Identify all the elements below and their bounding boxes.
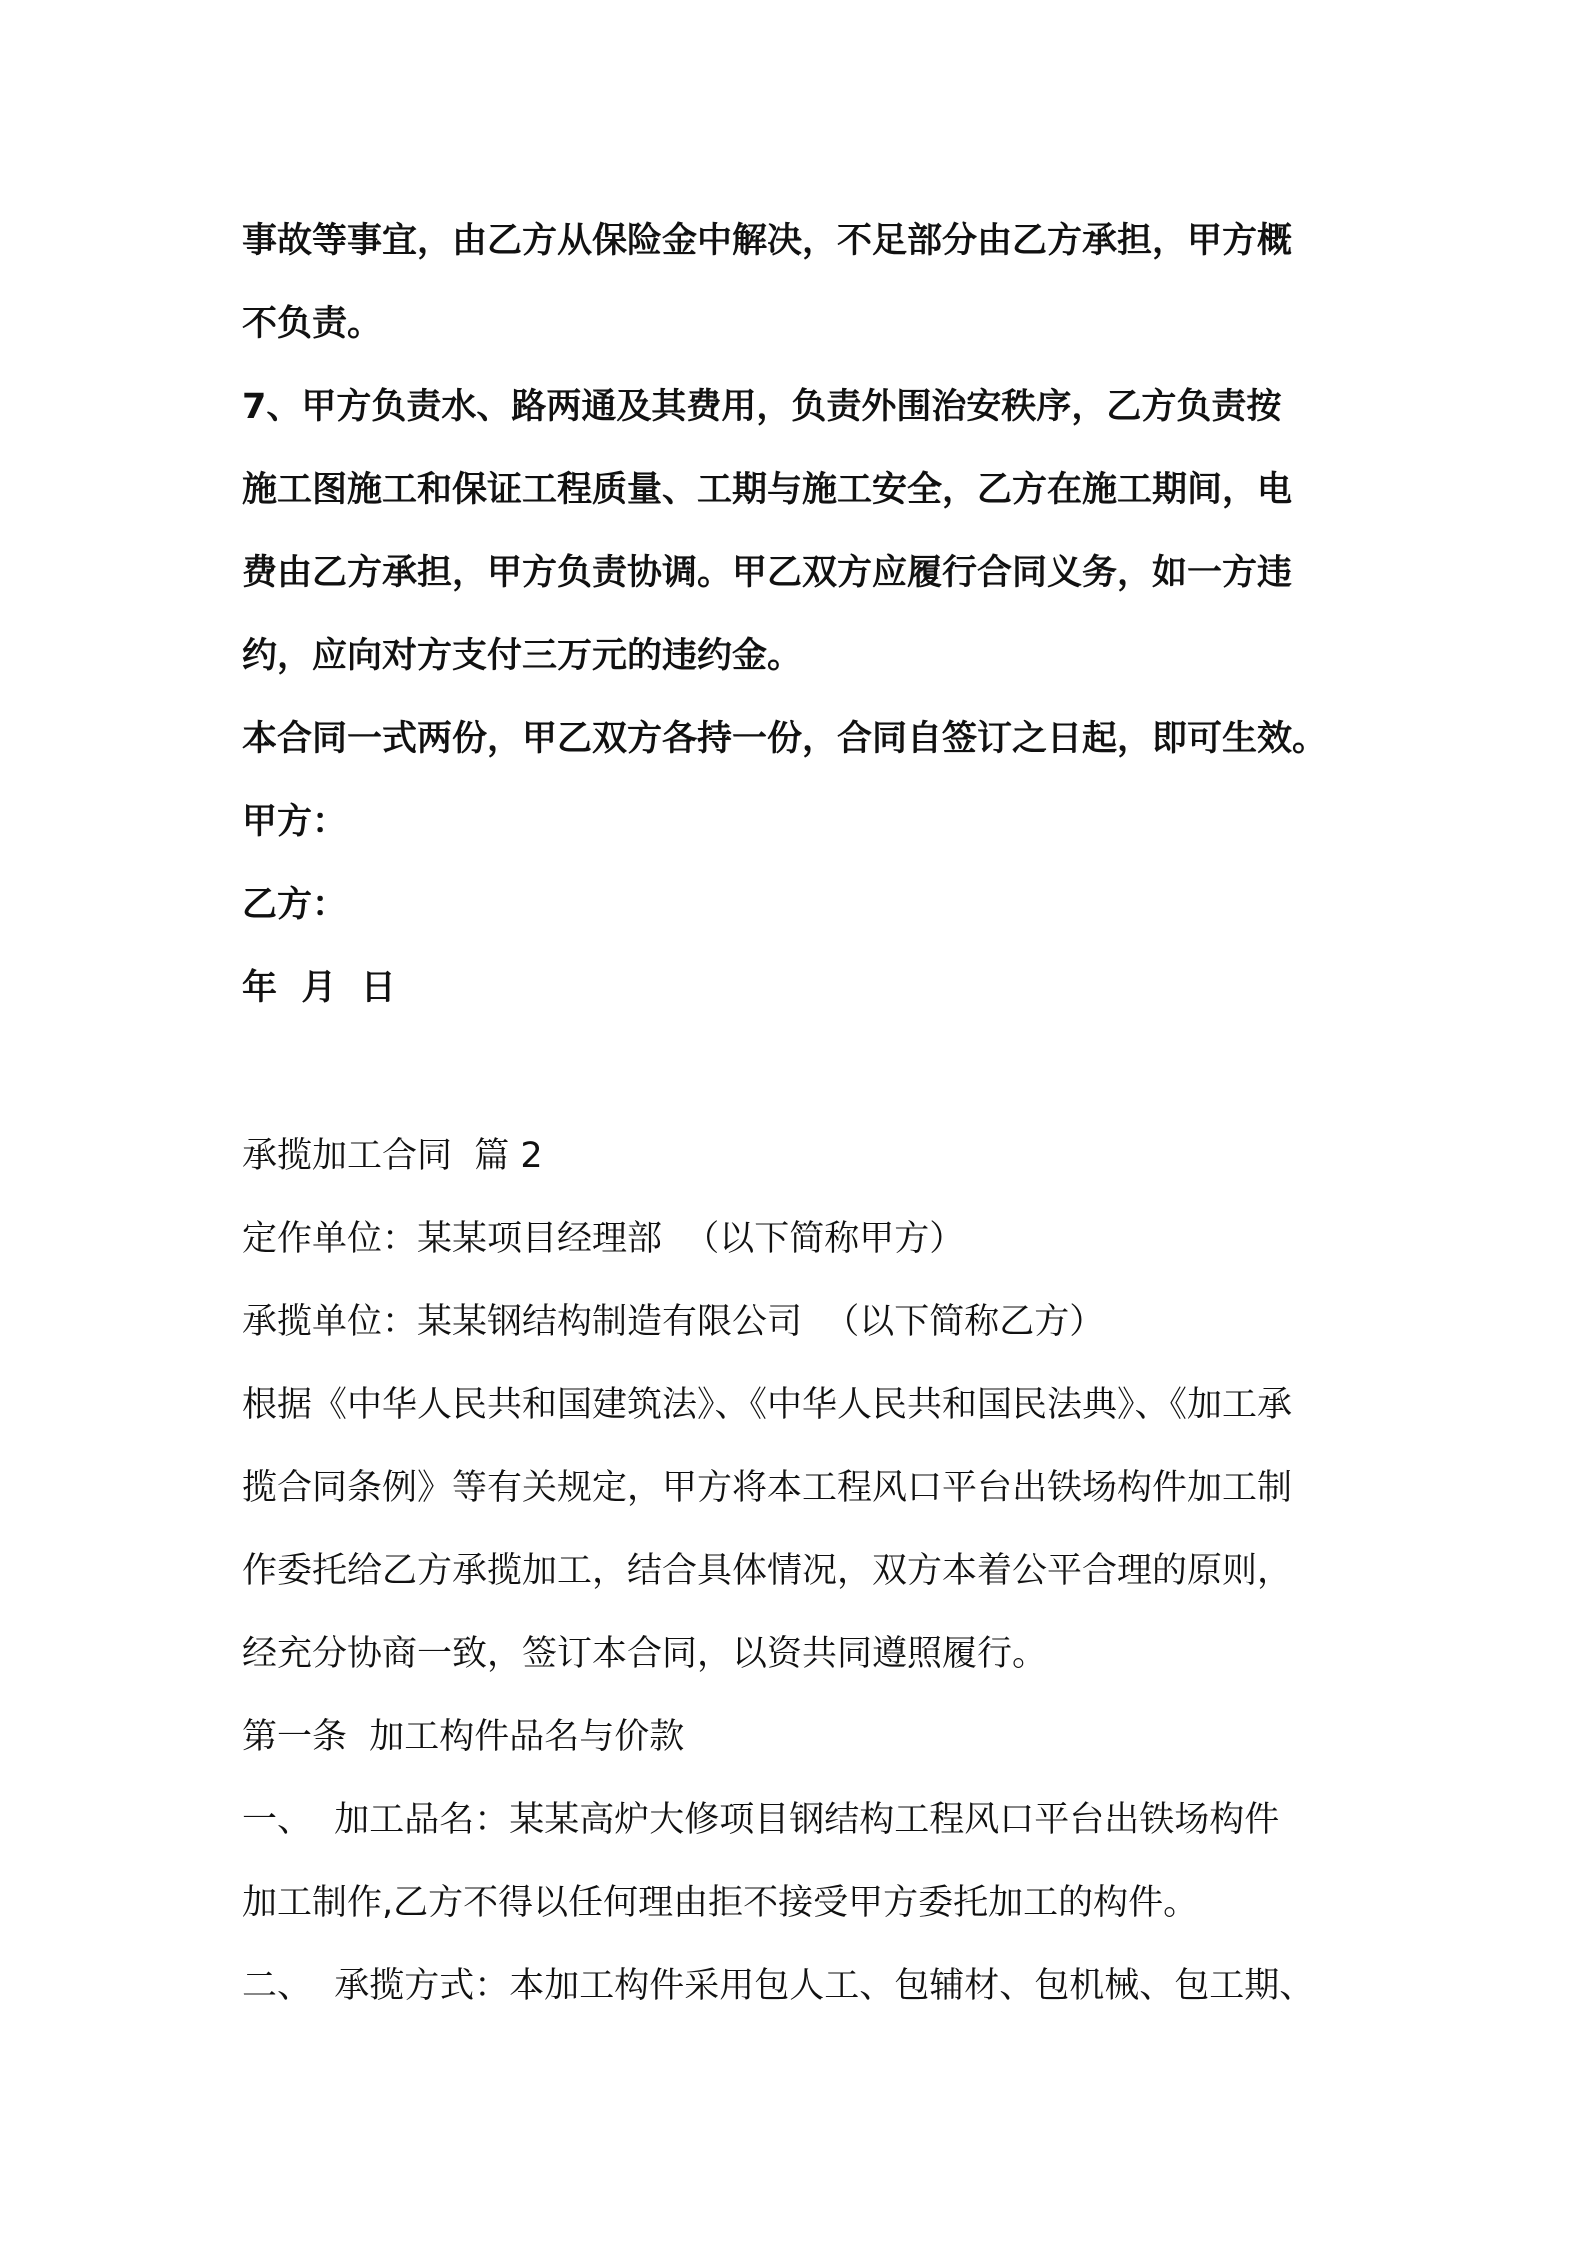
party-a-signature-label: 甲方：	[242, 802, 348, 842]
article-heading: 第一条 加工构件品名与价款	[242, 1717, 685, 1757]
text-line: 经充分协商一致，签订本合同，以资共同遵照履行。	[242, 1634, 1048, 1674]
date-label: 年 月 日	[242, 968, 396, 1008]
text-line: 约，应向对方支付三万元的违约金。	[242, 636, 803, 676]
spacer	[242, 1030, 1362, 1115]
text-line: 费由乙方承担，甲方负责协调。甲乙双方应履行合同义务，如一方违	[242, 553, 1293, 593]
text-line: 二、 承揽方式：本加工构件采用包人工、包辅材、包机械、包工期、	[242, 1966, 1315, 2006]
text-line: 7、甲方负责水、路两通及其费用，负责外围治安秩序，乙方负责按	[242, 387, 1282, 427]
text-line: 事故等事宜，由乙方从保险金中解决，不足部分由乙方承担，甲方概	[242, 221, 1293, 261]
text-line: 根据《中华人民共和国建筑法》、《中华人民共和国民法典》、《加工承	[242, 1385, 1293, 1425]
text-line: 一、 加工品名：某某高炉大修项目钢结构工程风口平台出铁场构件	[242, 1800, 1280, 1840]
text-line: 加工制作,乙方不得以任何理由拒不接受甲方委托加工的构件。	[242, 1883, 1199, 1923]
party-b-signature-label: 乙方：	[242, 885, 348, 925]
text-line: 承揽单位：某某钢结构制造有限公司 （以下简称乙方）	[242, 1302, 1105, 1342]
section-heading: 承揽加工合同 篇 2	[242, 1136, 543, 1176]
text-line: 作委托给乙方承揽加工，结合具体情况，双方本着公平合理的原则，	[242, 1551, 1293, 1591]
document-body	[242, 200, 1362, 2028]
text-line: 不负责。	[242, 304, 383, 344]
text-line: 揽合同条例》等有关规定，甲方将本工程风口平台出铁场构件加工制	[242, 1468, 1293, 1508]
text-line: 本合同一式两份，甲乙双方各持一份，合同自签订之日起，即可生效。	[242, 719, 1328, 759]
text-line: 定作单位：某某项目经理部 （以下简称甲方）	[242, 1219, 965, 1259]
text-line: 施工图施工和保证工程质量、工期与施工安全，乙方在施工期间，电	[242, 470, 1293, 510]
